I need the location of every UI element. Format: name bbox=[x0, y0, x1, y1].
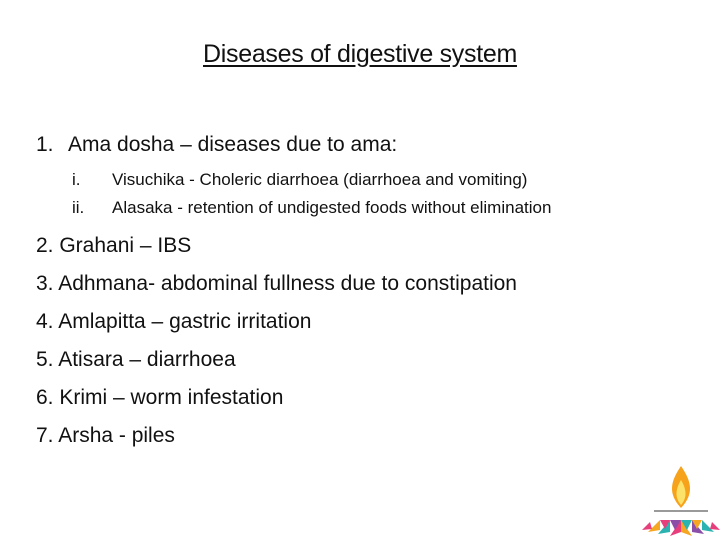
list-item-1-text: Ama dosha – diseases due to ama: bbox=[68, 133, 398, 156]
list-item-1 bbox=[36, 133, 397, 157]
sub-list bbox=[72, 166, 551, 222]
sub-item-i bbox=[72, 166, 551, 194]
sub-item-ii bbox=[72, 194, 551, 222]
list-item-4: 4. Amlapitta – gastric irritation bbox=[36, 310, 312, 333]
list-item-6: 6. Krimi – worm infestation bbox=[36, 386, 284, 409]
slide-title: Diseases of digestive system bbox=[203, 40, 517, 68]
list-item-3: 3. Adhmana- abdominal fullness due to constipation bbox=[36, 272, 517, 295]
list-item-1-number: 1. bbox=[36, 133, 54, 156]
sub-item-text: Visuchika - Choleric diarrhoea (diarrhoea and vomiting) bbox=[112, 170, 528, 189]
list-item-7: 7. Arsha - piles bbox=[36, 424, 175, 447]
list-item-5: 5. Atisara – diarrhoea bbox=[36, 348, 236, 371]
disease-list bbox=[36, 227, 517, 455]
list-item-2: 2. Grahani – IBS bbox=[36, 234, 192, 257]
sub-item-marker: ii. bbox=[72, 198, 85, 217]
diya-lamp-lotus-icon bbox=[640, 462, 720, 540]
sub-item-text: Alasaka - retention of undigested foods without elimination bbox=[112, 198, 552, 217]
sub-item-marker: i. bbox=[72, 170, 81, 189]
